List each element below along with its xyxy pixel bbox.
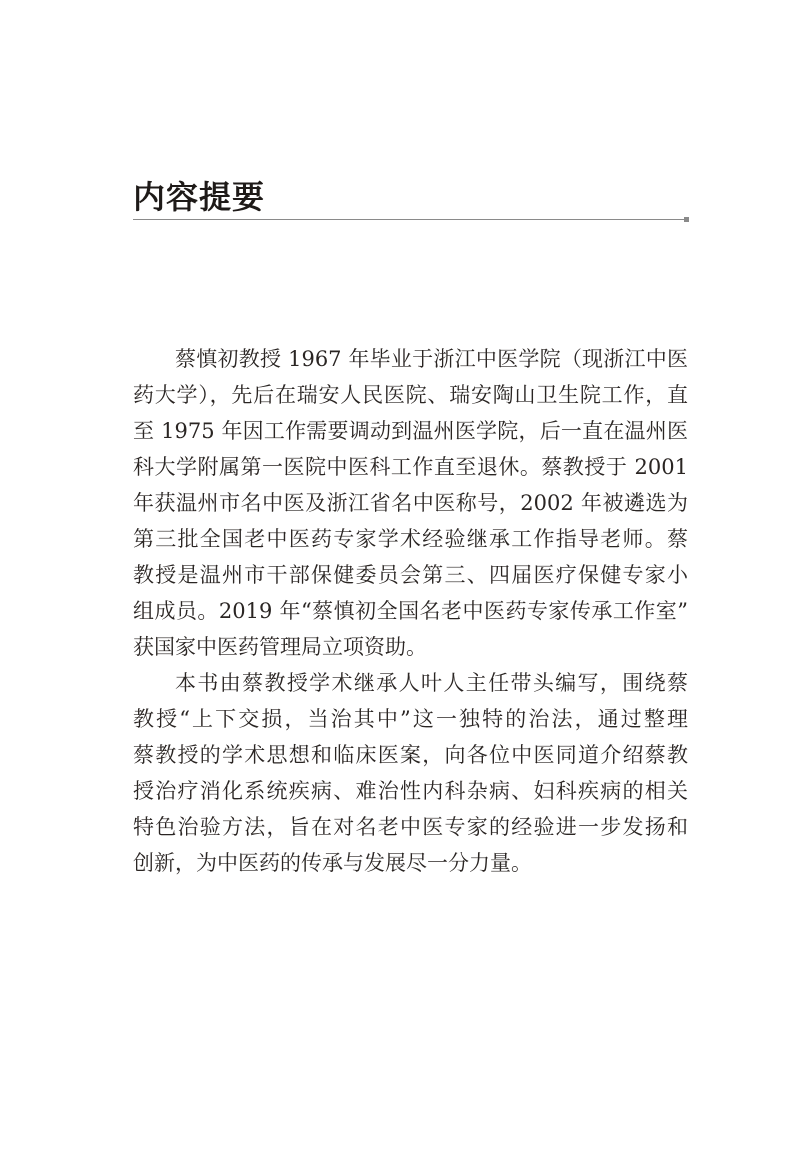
title-divider (133, 219, 686, 220)
divider-end-marker (684, 217, 689, 222)
text-line: 组成员。2019 年“蔡慎初全国名老中医药专家传承工作室” (133, 599, 688, 623)
text-line: 科大学附属第一医院中医科工作直至退休。蔡教授于 2001 (133, 455, 688, 479)
text-line: 第三批全国老中医药专家学术经验继承工作指导老师。蔡 (133, 527, 688, 551)
paragraph-1 (133, 344, 688, 668)
summary-body (133, 344, 688, 884)
text-line: 授治疗消化系统疾病、难治性内科杂病、妇科疾病的相关 (133, 779, 688, 803)
text-line: 本书由蔡教授学术继承人叶人主任带头编写，围绕蔡 (175, 671, 688, 695)
text-line: 药大学），先后在瑞安人民医院、瑞安陶山卫生院工作，直 (133, 383, 688, 407)
text-line: 教授“上下交损，当治其中”这一独特的治法，通过整理 (133, 707, 688, 731)
text-line: 创新，为中医药的传承与发展尽一分力量。 (133, 851, 532, 875)
text-line: 年获温州市名中医及浙江省名中医称号，2002 年被遴选为 (133, 491, 688, 515)
text-line: 至 1975 年因工作需要调动到温州医学院，后一直在温州医 (133, 419, 688, 443)
text-line: 蔡教授的学术思想和临床医案，向各位中医同道介绍蔡教 (133, 743, 688, 767)
text-line: 蔡慎初教授 1967 年毕业于浙江中医学院（现浙江中医 (175, 347, 688, 371)
page-title: 内容提要 (133, 178, 266, 216)
paragraph-2 (133, 668, 688, 884)
text-line: 获国家中医药管理局立项资助。 (133, 635, 427, 659)
text-line: 特色治验方法，旨在对名老中医专家的经验进一步发扬和 (133, 815, 688, 839)
text-line: 教授是温州市干部保健委员会第三、四届医疗保健专家小 (133, 563, 688, 587)
